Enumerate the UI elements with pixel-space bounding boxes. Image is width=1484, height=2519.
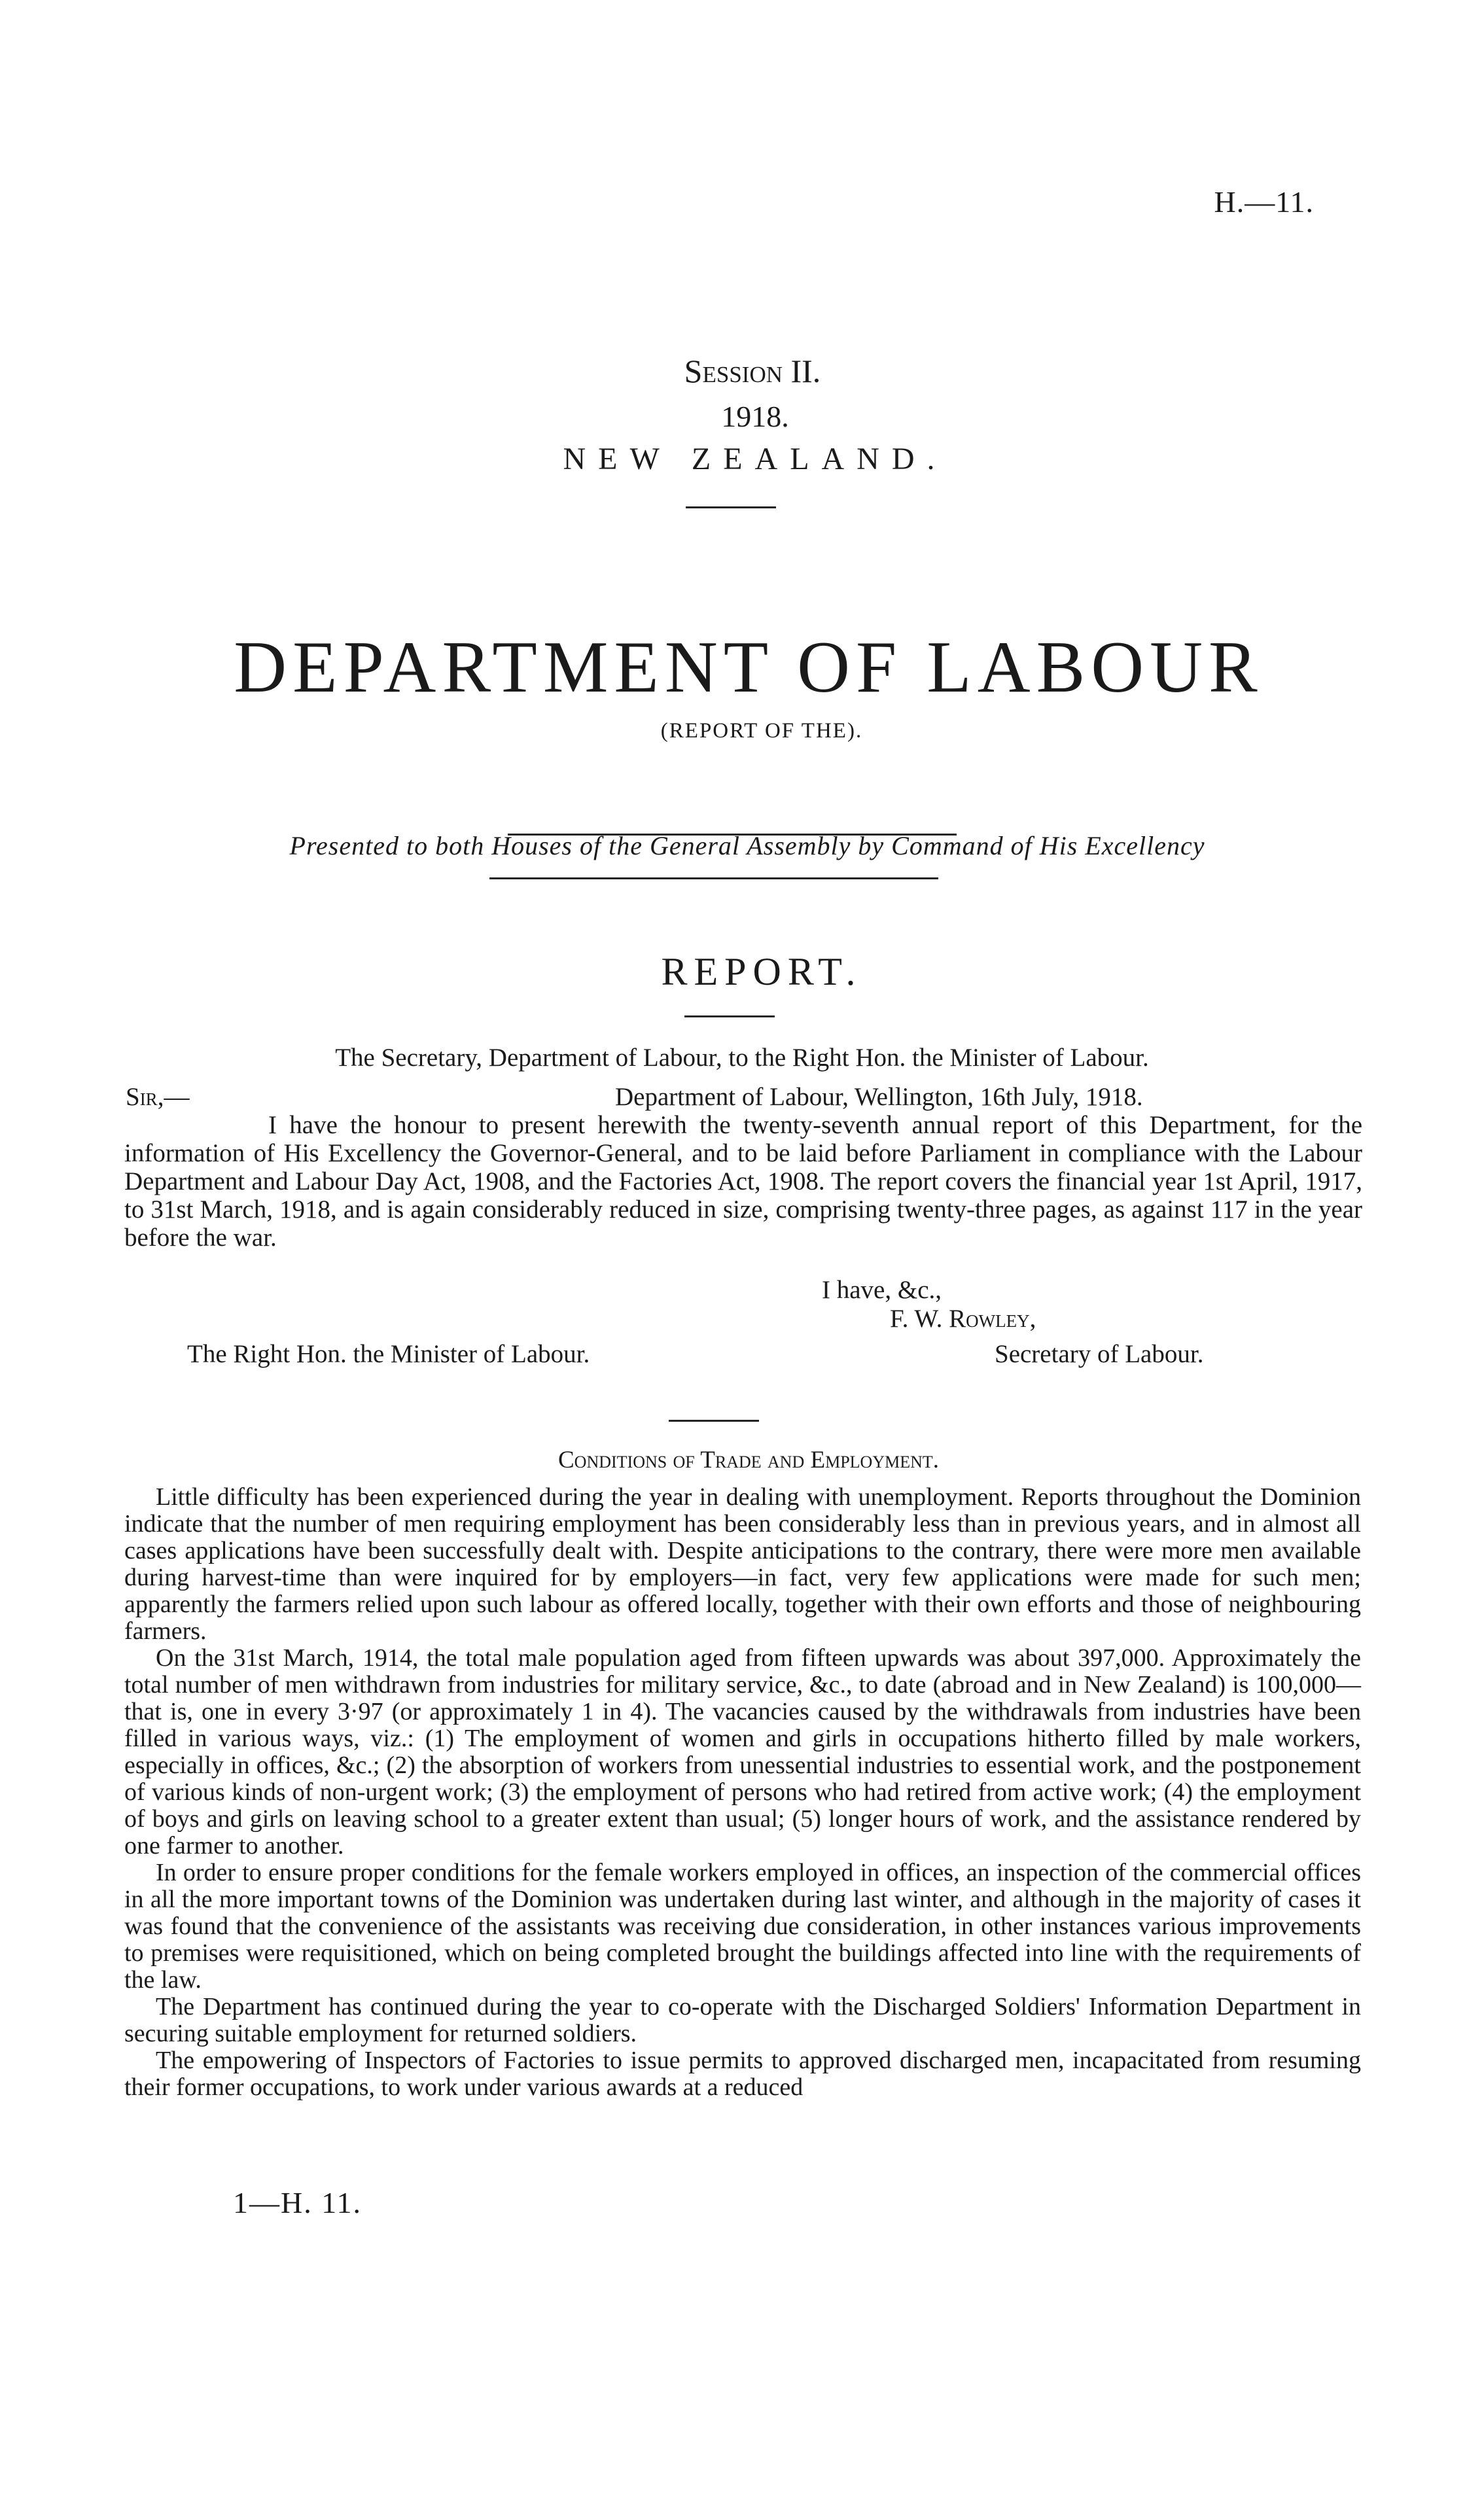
document-subtitle: (REPORT OF THE). (660, 719, 863, 743)
section-heading: Conditions of Trade and Employment. (557, 1447, 939, 1473)
document-title: DEPARTMENT OF LABOUR (234, 627, 1263, 708)
divider (669, 1420, 759, 1422)
letter-signature: F. W. Rowley, (890, 1305, 1036, 1333)
paragraph: In order to ensure proper conditions for the female workers employed in offices, an inspection of the commercial offices in all the more important towns of the Dominion was undertaken during last winter, and although in the majority of cases it was found that the convenience of the assistants was receiving due consideration, in other instances various improvements to premises were requisitioned, which on being completed brought the buildings affected into line with the requirements of the law. (124, 1859, 1361, 1994)
divider (684, 1015, 775, 1017)
page-reference: H.—11. (1214, 185, 1314, 219)
letter-body: I have the honour to present herewith the twenty-seventh annual report of this Department, for the information of His Excellency the Governor-General, and to be laid before Parliament in compliance with the Labour Department and Labour Day Act, 1908, and the Factories Act, 1908. The report covers the financial year 1st April, 1917, to 31st March, 1918, and is again considerably reduced in size, comprising twenty-three pages, as against 117 in the year before the war. (124, 1111, 1362, 1252)
letter-signature-title: Secretary of Labour. (995, 1340, 1204, 1368)
session-label: Session II. (684, 353, 821, 389)
letter-closing: I have, &c., (822, 1276, 942, 1304)
paragraph: The empowering of Inspectors of Factories to issue permits to approved discharged men, incapacitated from resuming their former occupations, to work under various awards at a reduced (124, 2047, 1361, 2101)
session-year: 1918. (721, 400, 789, 433)
paragraph: The Department has continued during the year to co-operate with the Discharged Soldiers' Information Department in securing suitable employment for returned soldiers. (124, 1993, 1361, 2047)
letter-salutation: Sir,— (126, 1083, 190, 1111)
country-name: NEW ZEALAND. (563, 442, 947, 476)
paragraph: Little difficulty has been experienced during the year in dealing with unemployment. Reports throughout the Dominion indicate that the number of men requiring employment has been considerably less than in previous years, and in almost all cases applications have been successfully dealt with. Despite anticipations to the contrary, there were more men available during harvest-time than were inquired for by employers—in fact, very few applications were made for such men; apparently the farmers relied upon such labour as offered locally, together with their own efforts and those of neighbouring farmers. (124, 1483, 1361, 1645)
letter-address-date: Department of Labour, Wellington, 16th July, 1918. (615, 1083, 1143, 1111)
letter-from-line: The Secretary, Department of Labour, to the Right Hon. the Minister of Labour. (335, 1044, 1149, 1072)
report-heading: REPORT. (661, 950, 862, 993)
section-body (124, 1484, 1361, 2101)
presentation-note: Presented to both Houses of the General Assembly by Command of His Excellency (289, 831, 1205, 860)
divider (686, 506, 776, 508)
printer-signature-mark: 1—H. 11. (233, 2186, 362, 2219)
letter-addressee: The Right Hon. the Minister of Labour. (187, 1340, 590, 1368)
divider (489, 877, 938, 879)
paragraph: On the 31st March, 1914, the total male population aged from fifteen upwards was about 397,000. Approximately the total number of men withdrawn from industries for military service, &c., to date (abroad and in New Zealand) is 100,000—that is, one in every 3·97 (or approximately 1 in 4). The vacancies caused by the withdrawals from industries have been filled in various ways, viz.: (1) The employment of women and girls in occupations hitherto filled by male workers, especially in offices, &c.; (2) the absorption of workers from unessential industries to essential work, and the postponement of various kinds of non-urgent work; (3) the employment of persons who had retired from active work; (4) the employment of boys and girls on leaving school to a greater extent than usual; (5) longer hours of work, and the assistance rendered by one farmer to another. (124, 1644, 1361, 1859)
